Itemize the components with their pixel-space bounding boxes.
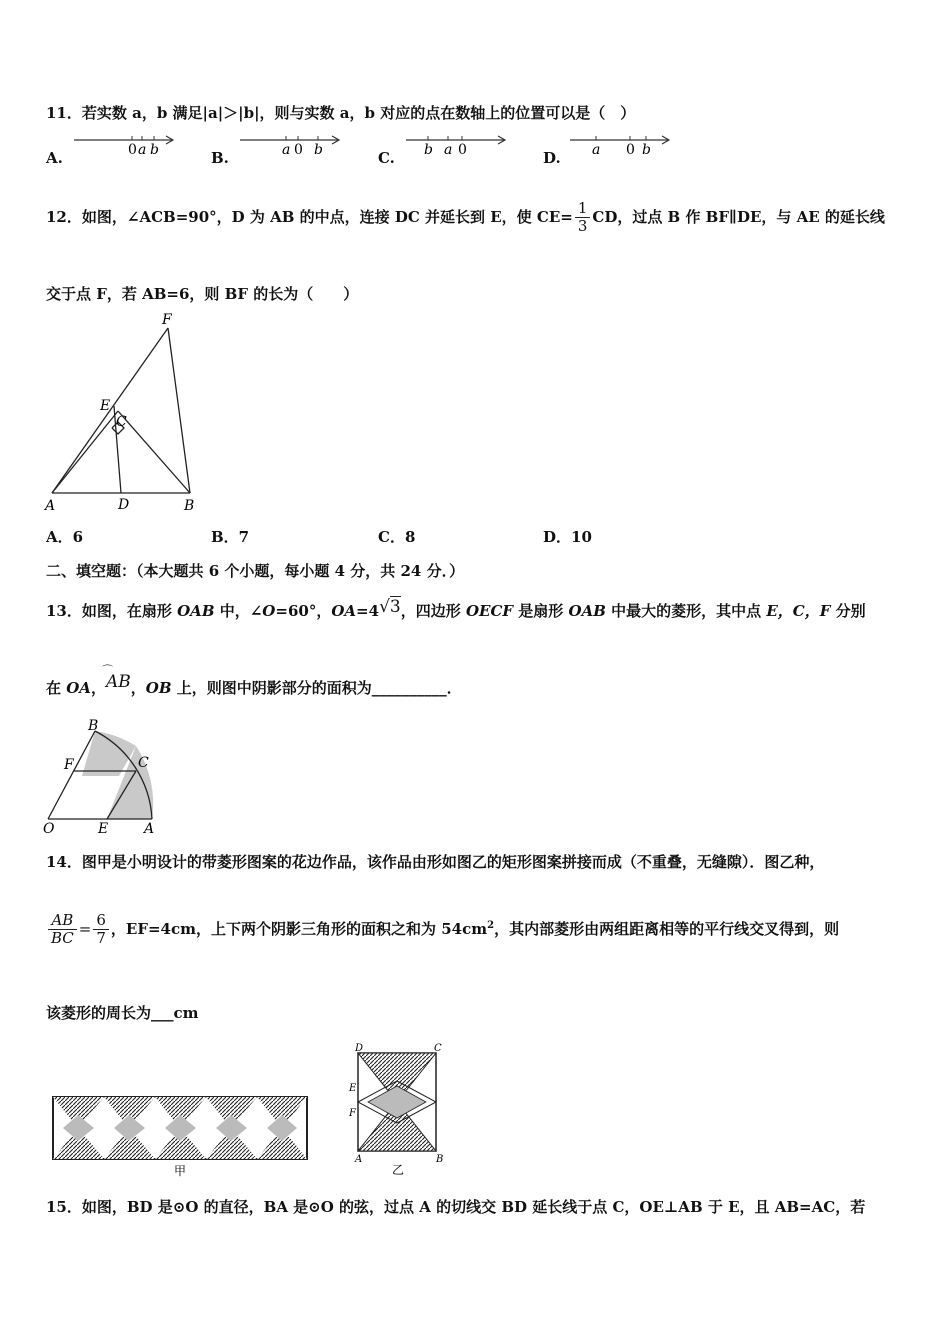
- q11-stem: 11．若实数 a，b 满足|a|＞|b|，则与实数 a，b 对应的点在数轴上的位置可以是（ ）: [46, 104, 636, 122]
- q14-yi-label-d: D: [355, 1043, 364, 1054]
- q12-label-a: A: [45, 498, 56, 514]
- q12-option-c: C．8: [378, 528, 416, 546]
- q11-b-mark-0: 0: [294, 142, 303, 158]
- q12-frac-den: 3: [577, 217, 588, 236]
- q13-label-f: F: [64, 757, 74, 773]
- q11-option-c-label: C.: [378, 149, 395, 167]
- q13-l2-a: 在: [46, 679, 67, 697]
- q14-stem-line2: [46, 912, 839, 948]
- q11-b-mark-a: a: [282, 142, 291, 158]
- q14-value-fraction: [93, 912, 109, 948]
- q13-label-b: B: [88, 718, 99, 734]
- q11-a-mark-0: 0: [128, 142, 137, 158]
- q14-text-b: ，其内部菱形由两组距离相等的平行线交叉得到，则: [494, 919, 840, 938]
- q12-option-b: B．7: [211, 528, 250, 546]
- q14-sup: 2: [487, 919, 495, 931]
- q14-frac2-num: 6: [93, 912, 109, 930]
- q12-line1-prefix: 12．如图，∠ACB=90°，D 为 AB 的中点，连接 DC 并延长到 E，使 CE=: [46, 207, 573, 226]
- q13-text-e: ，四边形: [400, 602, 466, 620]
- q14-yi-label-c: C: [434, 1043, 442, 1054]
- q11-d-mark-a: a: [592, 142, 601, 158]
- q12-fraction: [575, 200, 591, 236]
- q13-text-g: 中最大的菱形，其中点: [605, 602, 767, 620]
- q14-yi-label-f: F: [349, 1108, 356, 1119]
- q11-c-mark-0: 0: [458, 142, 467, 158]
- q12-line1-suffix: CD，过点 B 作 BF∥DE，与 AE 的延长线: [592, 207, 885, 226]
- q14-yi-label-b: B: [436, 1154, 444, 1165]
- q11-option-a-label: A.: [46, 149, 63, 167]
- q13-oab-1: OAB: [177, 602, 215, 620]
- q14-frac2-den: 7: [96, 929, 106, 948]
- q13-arc-ab: [101, 664, 131, 692]
- q13-oab-2: OAB: [568, 602, 606, 620]
- q14-jia-caption: 甲: [174, 1164, 187, 1178]
- q13-text-a: 13．如图，在扇形: [46, 602, 178, 620]
- q13-oa-var: OA: [331, 602, 357, 620]
- q13-arc-symbol: ⌒: [101, 664, 113, 677]
- q13-label-e: E: [98, 821, 109, 836]
- q11-option-b-label: B.: [211, 149, 229, 167]
- q11-option-d-number-line: [566, 128, 676, 160]
- q13-l2-b: ，: [90, 679, 106, 697]
- q14-jia-tiles: [53, 1097, 307, 1159]
- q14-stem-line1: 14．图甲是小明设计的带菱形图案的花边作品，该作品由形如图乙的矩形图案拼接而成（不重叠，无缝隙）．图乙种，: [46, 853, 825, 871]
- q14-frac-den: BC: [51, 929, 74, 948]
- q13-text-h: 分别: [830, 602, 866, 620]
- q12-label-e: E: [100, 398, 111, 414]
- q13-l2-c: ，: [130, 679, 146, 697]
- q12-option-d: D．10: [543, 528, 592, 546]
- q12-frac-num: 1: [575, 200, 591, 218]
- q14-stem-line3: 该菱形的周长为___cm: [46, 1004, 199, 1022]
- section-2-title: 二、填空题：（本大题共 6 个小题，每小题 4 分，共 24 分．）: [46, 562, 465, 580]
- q11-c-mark-b: b: [424, 142, 433, 158]
- q13-points: E，C，F: [766, 602, 831, 620]
- q11-d-mark-b: b: [642, 142, 651, 158]
- q13-text-d: =4: [356, 602, 380, 620]
- q11-b-mark-b: b: [314, 142, 323, 158]
- q11-option-a-number-line: [70, 128, 180, 160]
- q13-l2-d: 上，则图中阴影部分的面积为__________．: [171, 679, 462, 697]
- q13-text-f: 是扇形: [513, 602, 569, 620]
- q13-ob: OB: [145, 679, 172, 697]
- q13-text-c: =60°，: [275, 602, 332, 620]
- q11-option-d-label: D.: [543, 149, 561, 167]
- q13-text-b: 中，∠: [214, 602, 263, 620]
- q12-label-b: B: [184, 498, 195, 514]
- q13-label-o: O: [43, 821, 55, 836]
- q13-o-var: O: [262, 602, 276, 620]
- q12-stem-line2: 交于点 F，若 AB=6，则 BF 的长为（ ）: [46, 285, 359, 303]
- q14-frac-num: AB: [48, 912, 77, 930]
- q13-sqrt-radicand: 3: [389, 597, 401, 617]
- q15-stem: 15．如图，BD 是⊙O 的直径，BA 是⊙O 的弦，过点 A 的切线交 BD 延长线于点 C，OE⊥AB 于 E，且 AB=AC，若: [46, 1198, 866, 1216]
- q13-stem-line2: [46, 664, 462, 698]
- q12-stem-line1: [46, 200, 885, 236]
- q13-oecf: OECF: [465, 602, 514, 620]
- q12-label-d: D: [118, 497, 130, 513]
- q14-yi-caption: 乙: [392, 1163, 405, 1177]
- q14-figure-jia: [50, 1094, 310, 1178]
- q12-figure: [40, 310, 210, 515]
- q11-option-b-number-line: [236, 128, 346, 160]
- q13-stem-line1: [46, 597, 866, 621]
- q14-yi-label-a: A: [355, 1154, 363, 1165]
- q14-yi-label-e: E: [349, 1083, 357, 1094]
- q11-c-mark-a: a: [444, 142, 453, 158]
- q11-d-mark-0: 0: [626, 142, 635, 158]
- q14-equals: =: [78, 919, 92, 938]
- q14-text-a: ，EF=4cm，上下两个阴影三角形的面积之和为 54cm: [110, 919, 488, 938]
- q14-ratio-fraction: [48, 912, 77, 948]
- q11-a-mark-b: b: [150, 142, 159, 158]
- q12-label-c: C: [116, 414, 127, 430]
- q13-label-c: C: [138, 755, 149, 771]
- q13-oa-2: OA: [66, 679, 91, 697]
- q13-label-a: A: [144, 821, 155, 836]
- q11-option-c-number-line: [402, 128, 512, 160]
- q12-label-f: F: [162, 312, 172, 328]
- q13-arc-ab-text: AB: [105, 672, 131, 692]
- q13-figure: [40, 718, 165, 836]
- q14-figure-yi: [346, 1040, 446, 1178]
- q12-option-a: A．6: [46, 528, 84, 546]
- q11-a-mark-a: a: [138, 142, 147, 158]
- q13-sqrt-symbol: √3: [379, 597, 401, 617]
